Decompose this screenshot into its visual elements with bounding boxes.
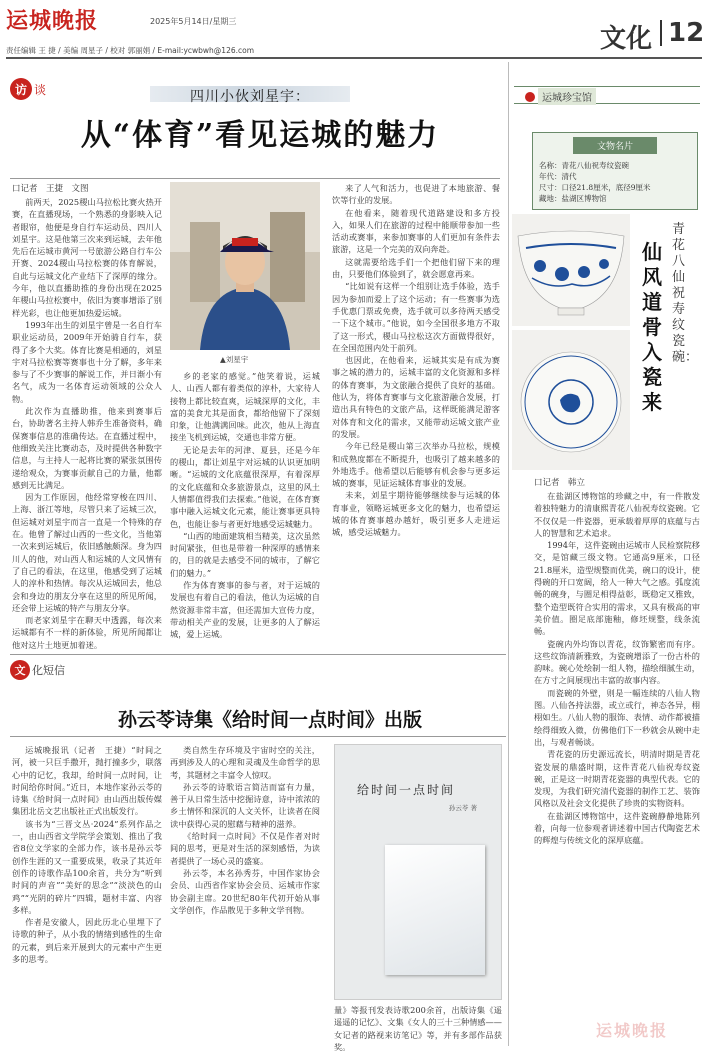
paragraph: 而瓷碗的外壁，则是一幅连续的八仙人物图。八仙各持法器，或立或行，神态各异，栩栩如生。八仙人物的服饰、表情、动作都被描绘得细致入微，仿佛他们下一秒就会从碗中走出，与观者畅谈。 xyxy=(534,687,700,747)
paragraph: 作者是安徽人，因此历北心里埋下了诗歌的种子，从小我的情绪到感性的生命的元素，到后来开展到大的元素中产生更多的思考。 xyxy=(12,917,162,965)
treasure-subheadline: 青花八仙祝寿纹瓷碗： xyxy=(672,222,699,365)
paragraph: 也因此，在他看来，运城其实是有成为赛事之城的潜力的，运城丰富的文化资源和多样的体育赛事，为文旅融合提供了良好的基础。他认为，将体育赛事与文化旅游融合发展，打造出具有特色的文旅产品，这样既能满足游客对体育和文化的需求，又能带动运城文旅产业的发展。 xyxy=(332,355,500,439)
treasure-byline: 口记者 韩立 xyxy=(534,478,586,488)
news-column-2 xyxy=(170,744,320,1040)
treasure-body xyxy=(534,490,700,1040)
paragraph: 因为工作原因，他经常穿梭在四川、上海、浙江等地，尽管只来了运城三次，但运城对刘星宇而言一直是一个特殊的存在。他曾了解过山西的一些文化，当他第一次来到运城后，依旧感触颇深。身为四川人的他，对山西人和运城的人文风情有了自己的看法，在这里，他感受到了运城人的淳朴和热情。每次从运城回去，他总会和身边的朋友分享在这里的所见所闻，还会带上运城的特产与朋友分享。 xyxy=(12,492,162,613)
interview-column-1 xyxy=(12,196,162,650)
paragraph: 1993年出生的刘星宇曾是一名自行车职业运动员，2009年开始骑自行车，获得了多个大奖。体育比赛是相通的，刘星宇对马拉松赛等赛事也十分了解，多年来参与了不少赛事的解说工作，并日渐小有名气，成为一名体育运动领域的公众人物。 xyxy=(12,319,162,404)
interview-column-3 xyxy=(332,182,500,646)
paragraph: 来了人气和活力，也促进了本地旅游、餐饮等行业的发展。 xyxy=(332,183,500,206)
paragraph: 而老家刘星宇在聊天中透露，每次来运城都有不一样的新体验，所见所闻都让他对这片土地更加着迷。 xyxy=(12,615,162,650)
bowl-side-photo xyxy=(512,214,630,326)
interview-byline: 口记者 王捷 文图 xyxy=(12,184,89,194)
paragraph: 无论是去年的河津、夏县，还是今年的稷山，都让刘星宇对运城的认识更加明晰。“运城的文化底蕴很深厚，有着深厚的文化底蕴和众多旅游景点，这里的风土人情都值得我们去探索。”他说，在体育赛事中融入运城文化元素，能让赛事更具特色，也能让参与者更好地感受运城魅力。 xyxy=(170,444,320,529)
book-spine-illustration xyxy=(385,845,485,975)
news-column-3 xyxy=(334,1004,502,1052)
paragraph: “山西的地面建筑相当精美，这次虽然时间紧张，但也是带着一种深厚的感情来的，目的就是去感受不同的城市，了解它们的魅力。” xyxy=(170,530,320,578)
watermark-logo: 运城晚报 xyxy=(596,1021,669,1040)
paragraph: 乡的老家的感觉。”他笑着说，运城人、山西人都有着类似的淳朴，大家待人接物上都比较直爽，运城深厚的文化，丰富的美食尤其是面食，都给他留下了深刻印象，让他满满回味。此次，他从上海直接坐飞机到运城，交通也非常方便。 xyxy=(170,371,320,443)
paragraph: 在盐湖区博物馆中，这件瓷碗静静地陈列着，向每一位参观者讲述着中国古代陶瓷艺术的辉煌与传统文化的深厚底蕴。 xyxy=(534,810,700,846)
section-divider xyxy=(660,20,662,46)
paragraph: 孙云苓的诗歌语言简洁而富有力量，善于从日常生活中挖掘诗意，诗中浓浓的乡土情怀和深沉的人文关怀，让读者在阅读中获得心灵的慰藉与精神的滋养。 xyxy=(170,781,320,829)
relic-era: 年代：清代 xyxy=(539,172,577,181)
paragraph: 运城晚报讯（记者 王捷）“时间之河，被一只巨手撒开，抛打撞多少，联落心中的记忆，我却，给时间一点时间，让时间给你时间。”近日，本地作家孙云苓的诗集《给时间一点时间》由山西出版传媒集团北岳文艺出版社正式出版发行。 xyxy=(12,745,162,817)
book-cover-title: 给时间一点时间 xyxy=(357,783,456,797)
paragraph: 类自然生存环境及宇宙时空的关注，再到涉及人的心理和灵魂及生命哲学的思考，其题材之丰富令人惊叹。 xyxy=(170,745,320,780)
page-number: 12 xyxy=(668,18,705,48)
editor-credits: 责任编辑 王 捷 / 美编 周星子 / 校对 郭丽娟 / E-mail:ycwbwh@126.com xyxy=(6,46,255,55)
issue-date: 2025年5月14日/星期三 xyxy=(150,17,237,26)
interview-headline: 从“体育”看见运城的魅力 xyxy=(80,118,440,153)
masthead-rule xyxy=(6,57,702,59)
interview-tag-char: 访 xyxy=(10,78,32,100)
paragraph: “比如说有这样一个组别让选手体验，选手因为参加而爱上了这个运动；有一些赛事为选手优惠门票或免费，选手就可以多待两天感受一下这个城市。”他说，如今全国很多地方不取了这一形式，稷山马拉松这次方面做得很好，在全国范围内处于前列。 xyxy=(332,281,500,353)
interview-kicker: 四川小伙刘星宇： xyxy=(190,89,310,105)
person-photo-illustration xyxy=(170,182,320,350)
interview-tag xyxy=(10,78,46,100)
banner-dot-icon xyxy=(525,92,535,102)
interview-tag-rest: 谈 xyxy=(34,82,47,97)
treasure-banner xyxy=(525,88,596,105)
bowl-top-photo xyxy=(512,330,630,470)
news-tag xyxy=(10,660,65,680)
news-headline: 孙云苓诗集《给时间一点时间》出版 xyxy=(117,709,422,731)
paragraph: 1994年，这件瓷碗由运城市人民检察院移交，是馆藏三级文物。它通高9厘米，口径21.8厘米，造型规整而优美，碗口的设计，使得碗的开口宽阔，给人一种大气之感。弧度流畅的碗身，与圈足相得益彰，既稳定又雅致，整个造型既符合实用的需求，又具有极高的审美价值。圈足底部施釉，修坯规整，线条流畅。 xyxy=(534,540,700,637)
paragraph: 孙云苓，本名孙秀芬，中国作家协会会员、山西省作家协会会员、运城市作家协会副主席。20世纪80年代初开始从事文学创作，作品散见于多种文学刊物。 xyxy=(170,867,320,915)
paragraph: 在盐湖区博物馆的珍藏之中，有一件散发着独特魅力的清康熙青花八仙祝寿纹瓷碗。它不仅仅是一件瓷器，更承载着厚厚的底蕴与古人的智慧和艺术追求。 xyxy=(534,491,700,538)
news-tag-rest: 化短信 xyxy=(32,664,65,677)
treasure-banner-label: 运城珍宝馆 xyxy=(538,88,596,105)
relic-card xyxy=(532,132,698,210)
column-divider xyxy=(508,62,509,1046)
paragraph: 此次作为直播助推，他来到赛事后台，协助著名主持人韩乔生准备资料，确保赛事信息的准确传达。在直播过程中，他细致关注比赛动态，及时提供各种数字信息，与主持人一起将比赛的紧张氛围传递给观众，为赛事贡献自己的力量，他都感到无比满足。 xyxy=(12,406,162,490)
news-column-1 xyxy=(12,744,162,1040)
section-title: 文化 xyxy=(600,24,653,54)
interview-column-2 xyxy=(170,370,320,646)
news-headline-rule xyxy=(10,736,506,737)
paragraph: 《给时间一点时间》不仅是作者对时间的思考，更是对生活的深刻感悟，为读者提供了一场心灵的盛宴。 xyxy=(170,831,320,866)
paragraph: 量》等报刊发表诗歌200余首，出版诗集《遥遥遥的记忆》、文集《女人的三十三种情感——女记者的路视来访笔记》等，并有多部作品获奖。 xyxy=(334,1005,502,1052)
paragraph: 瓷碗内外均饰以青花，纹饰繁密而有序。这些纹饰清新雅致，为瓷碗增添了一份古朴的韵味。碗心处绘制一组人物，描绘细腻生动，在方寸之间展现出丰富的故事内容。 xyxy=(534,638,700,686)
book-cover xyxy=(334,744,502,1000)
relic-size: 尺寸：口径21.8厘米，底径9厘米 xyxy=(539,183,651,192)
treasure-headline: 仙风道骨入瓷来 xyxy=(642,240,662,414)
paragraph: 这就需要给选手们一个把他们留下来的理由，只要他们体验到了，就会愿意再来。 xyxy=(332,256,500,280)
paragraph: 前两天，2025稷山马拉松比赛火热开赛，在直播现场，一个熟悉的身影映入记者眼帘，他便是身自行车运动员、四川人刘星宇。这是他第三次来到运城，去年他先后在运城市黄河一号旅游公路自行车公开赛、2024稷山马拉松赛的体育解说，自此与运城文化产业结下了深厚的缘分。今年，他以直播助推的身份出现在2025年稷山马拉松赛中，依旧为赛事增添了别样光彩，也让他更加热爱运城。 xyxy=(12,197,162,318)
relic-card-title: 文物名片 xyxy=(573,137,657,154)
interview-photo xyxy=(170,182,320,350)
paragraph: 该书为“三晋文丛·2024”系列作品之一，由山西省文学院学会策划、推出了我省8位文学家的全部力作，该书是孙云苓创作生涯的又一重要成果，收录了其近年创作的诗歌作品100余首，共分为“听到时间的声音”“美好的思念”“淡淡色的山鸡”“光阴的碎片”四辑，题材丰富、内容多样。 xyxy=(12,818,162,915)
paragraph: 今年已经是稷山第三次举办马拉松，规模和成熟度都在不断提升，也吸引了越来越多的外地选手。他希望以后能够有机会参与更多运城的赛事，见证运城体育事业的发展。 xyxy=(332,441,500,489)
relic-location: 藏地：盐湖区博物馆 xyxy=(539,194,607,203)
bowl-side-illustration xyxy=(512,214,630,326)
newspaper-logo: 运城晚报 xyxy=(6,8,99,34)
news-tag-char: 文 xyxy=(10,660,30,680)
paragraph: 未来，刘星宇期待能够继续参与运城的体育事业，领略运城更多文化的魅力，也希望运城的体育赛事越办越好，吸引更多人走进运城，感受运城魅力。 xyxy=(332,490,500,538)
paragraph: 青花瓷的历史源远流长，明清时期是青花瓷发展的鼎盛时期，这件青花八仙祝寿纹瓷碗，正是这一时期青花瓷器的典型代表。它的发现，为我们研究清代瓷器的制作工艺、装饰风格以及社会文化提供了珍贵的实物资料。 xyxy=(534,749,700,809)
paragraph: 作为体育赛事的参与者，对于运城的发展也有着自己的看法，他认为运城的自然资源非常丰富，但还需加大宣传力度，带动相关产业的发展，让更多的人了解运城，爱上运城。 xyxy=(170,580,320,640)
book-cover-author: 孙云苓 著 xyxy=(448,804,477,812)
paragraph: 在他看来，随着现代道路建设和多方投入，如果人们在旅游的过程中能顺带参加一些活动或赛事，来参加赛事的人们更加有条件去旅游，这是一个完美的双向奔赴。 xyxy=(332,207,500,255)
news-top-rule xyxy=(10,654,506,655)
relic-name: 名称：青花八仙祝寿纹瓷碗 xyxy=(539,161,629,170)
headline-rule xyxy=(10,178,500,179)
bowl-top-illustration xyxy=(512,330,630,470)
photo-caption: ▲刘星宇 xyxy=(220,355,249,364)
